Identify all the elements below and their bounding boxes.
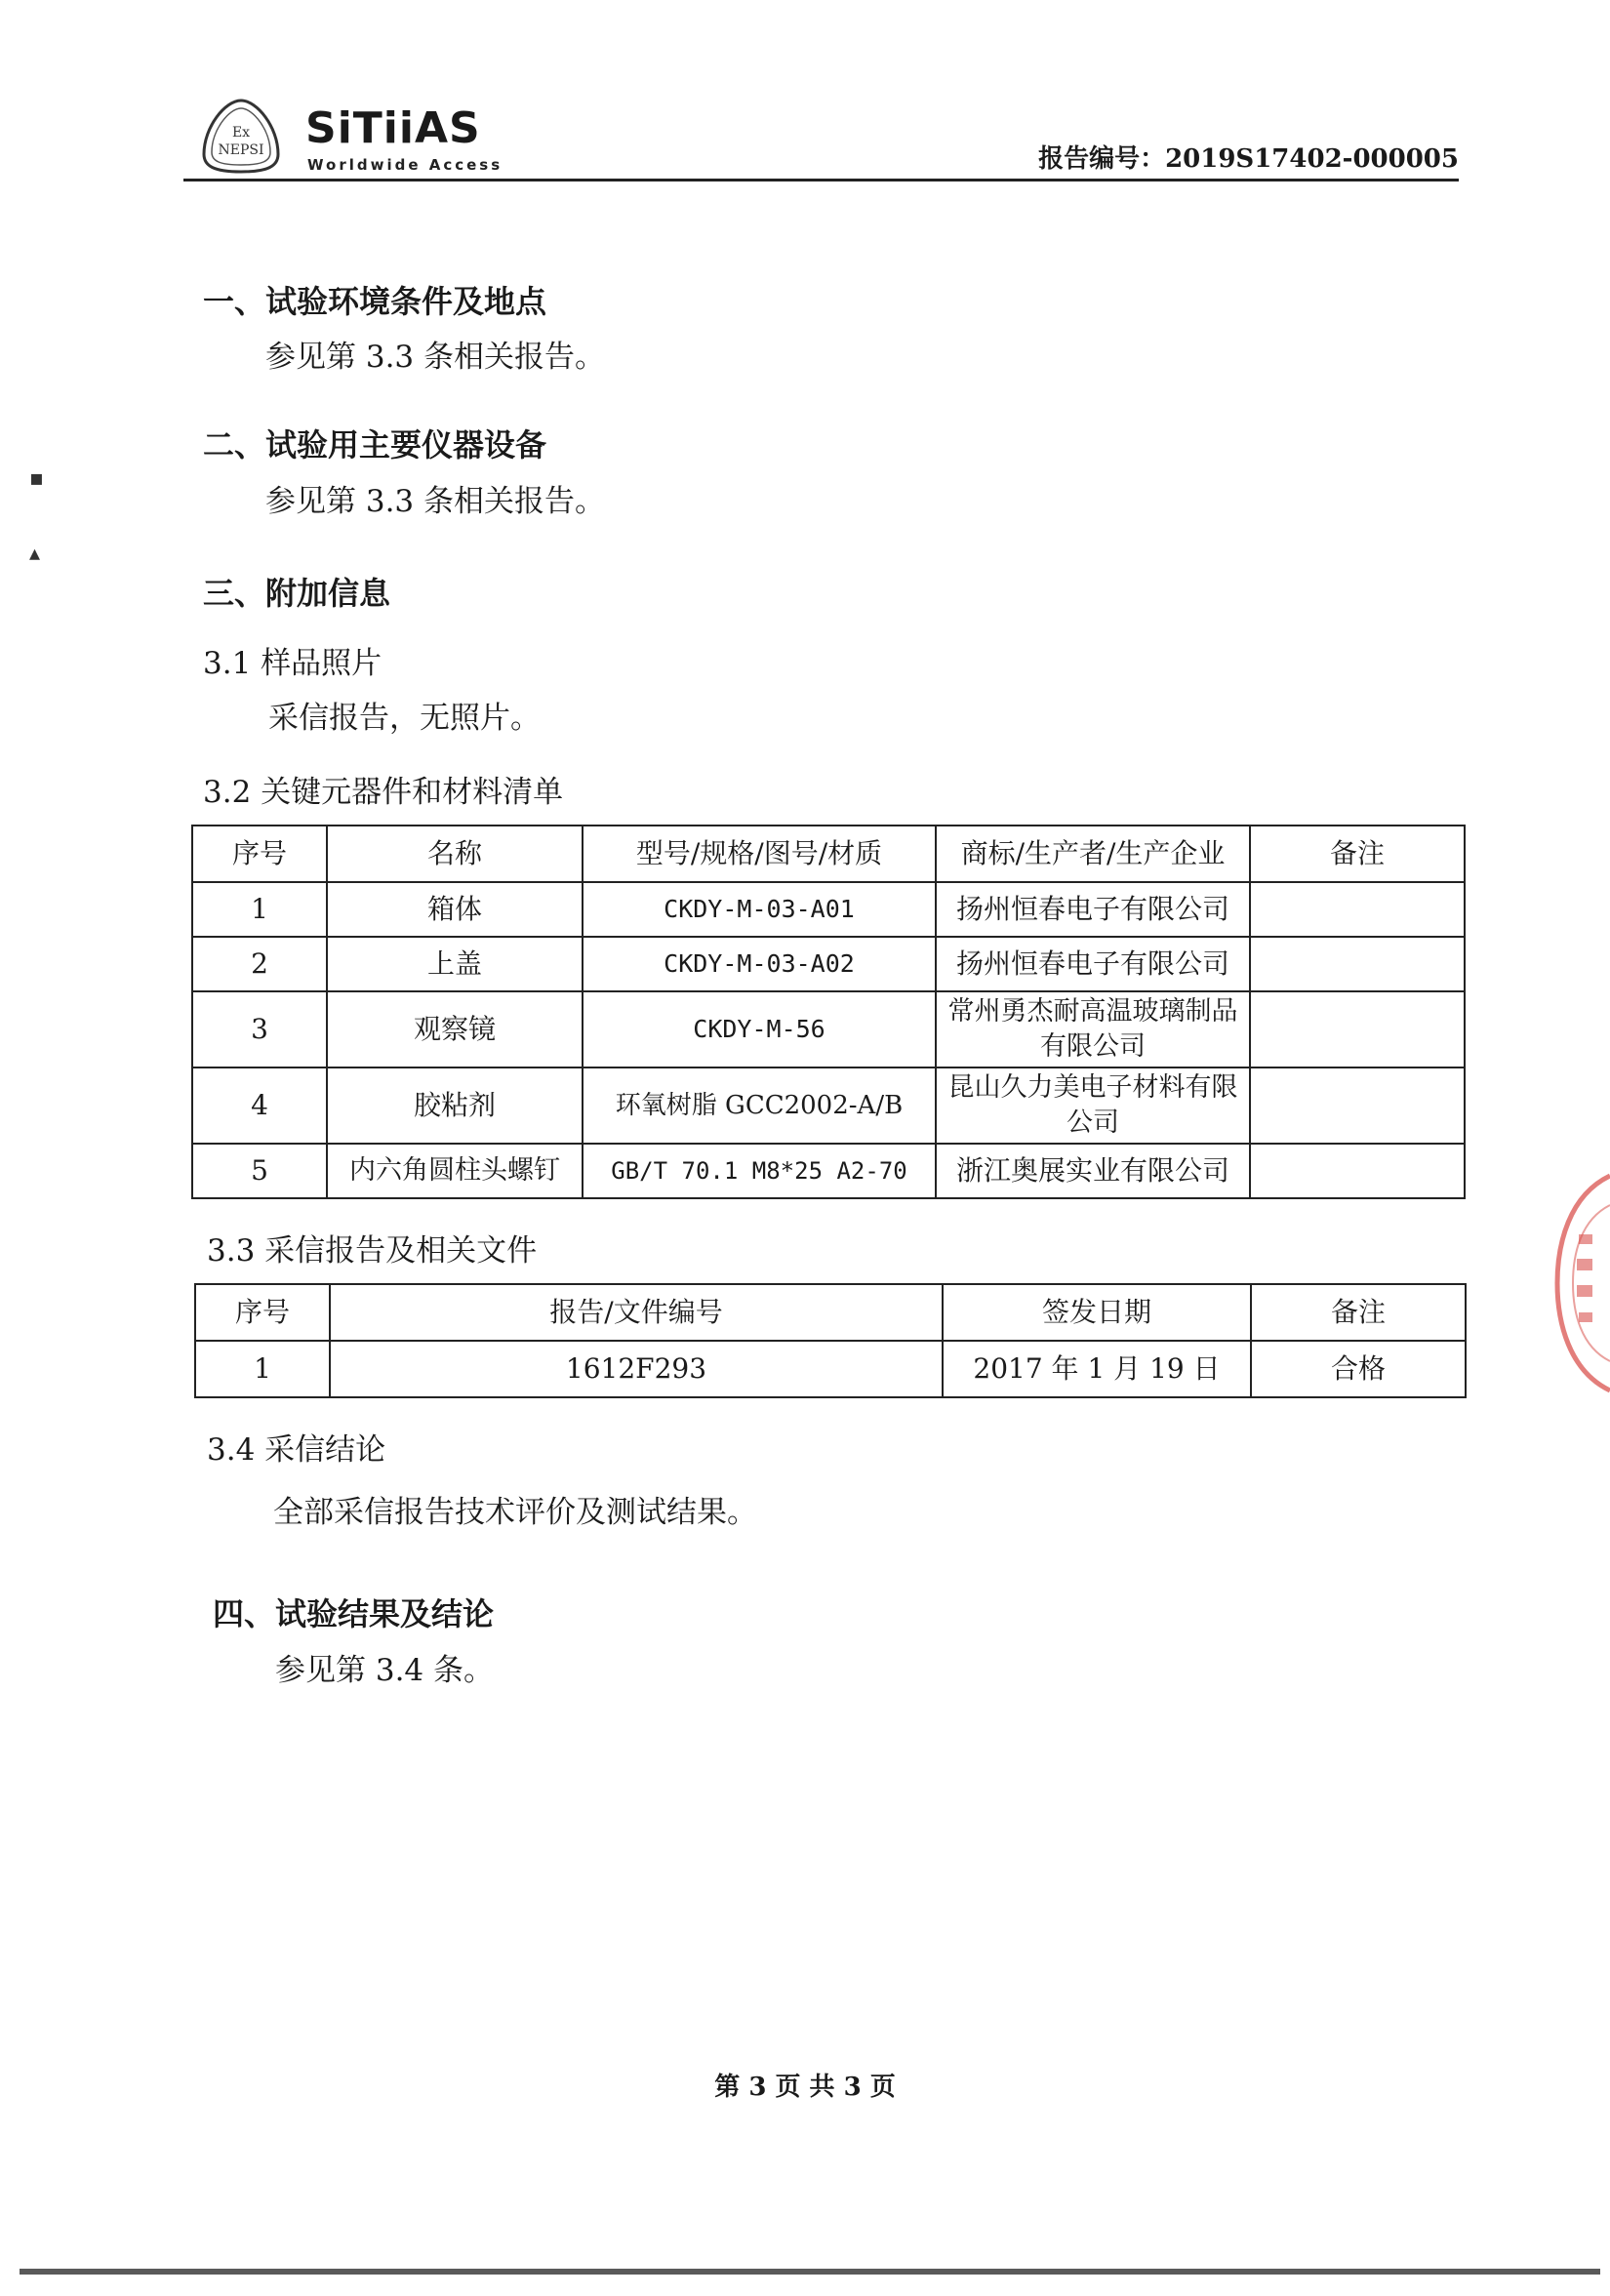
cell-model: CKDY-M-03-A02	[583, 937, 936, 991]
cell-name: 观察镜	[327, 991, 583, 1067]
section-3-4-text: 全部采信报告技术评价及测试结果。	[273, 1495, 757, 1530]
cell-no: 3	[192, 991, 327, 1067]
cell-name: 内六角圆柱头螺钉	[327, 1144, 583, 1198]
bottom-scan-edge	[20, 2269, 1600, 2275]
table-row	[192, 1067, 1465, 1144]
cell-no: 5	[192, 1144, 327, 1198]
cell-model: GB/T 70.1 M8*25 A2-70	[583, 1144, 936, 1198]
cell-maker: 浙江奥展实业有限公司	[936, 1144, 1250, 1198]
section-3-1-text: 采信报告，无照片。	[268, 701, 541, 736]
table-header-cell: 序号	[195, 1284, 330, 1341]
section-4-title: 四、试验结果及结论	[213, 1595, 495, 1632]
table-header-cell: 报告/文件编号	[330, 1284, 943, 1341]
section-3-2-title: 3.2 关键元器件和材料清单	[203, 775, 564, 810]
cell-model: CKDY-M-56	[583, 991, 936, 1067]
report-number: 报告编号：2019S17402-000005	[1038, 144, 1459, 174]
cell-name: 箱体	[327, 882, 583, 937]
cell-no: 1	[192, 882, 327, 937]
brand-logo: SiTiiAS	[305, 103, 481, 153]
table-row	[192, 991, 1465, 1067]
cell-remark	[1250, 882, 1465, 937]
svg-text:Ex: Ex	[231, 125, 251, 141]
binding-mark-icon: ▴	[29, 542, 41, 566]
section-3-1-title: 3.1 样品照片	[203, 646, 382, 681]
cell-remark	[1250, 1067, 1465, 1144]
table-header-row	[192, 826, 1465, 882]
brand-tagline: Worldwide Access	[307, 156, 503, 174]
section-2-text: 参见第 3.3 条相关报告。	[265, 484, 606, 519]
table-row	[195, 1341, 1466, 1397]
table-header-cell: 序号	[192, 826, 327, 882]
cell-maker: 昆山久力美电子材料有限公司	[936, 1067, 1250, 1144]
cell-doc-no: 1612F293	[330, 1341, 943, 1397]
table-header-cell: 签发日期	[943, 1284, 1251, 1341]
cell-remark: 合格	[1251, 1341, 1466, 1397]
cell-model: 环氧树脂 GCC2002-A/B	[583, 1067, 936, 1144]
table-header-cell: 备注	[1250, 826, 1465, 882]
table-header-cell: 商标/生产者/生产企业	[936, 826, 1250, 882]
table-row	[192, 1144, 1465, 1198]
section-4-text: 参见第 3.4 条。	[275, 1653, 495, 1688]
reports-table	[194, 1283, 1467, 1398]
section-1-text: 参见第 3.3 条相关报告。	[265, 340, 606, 375]
page-number: 第 3 页 共 3 页	[714, 2073, 896, 2102]
cell-remark	[1250, 1144, 1465, 1198]
cell-no: 4	[192, 1067, 327, 1144]
components-table	[191, 825, 1466, 1199]
official-seal-icon	[1550, 1166, 1610, 1400]
section-3-4-title: 3.4 采信结论	[207, 1432, 386, 1468]
section-3-title: 三、附加信息	[203, 575, 391, 612]
svg-text:NEPSI: NEPSI	[218, 142, 264, 158]
table-row	[192, 937, 1465, 991]
cell-maker: 扬州恒春电子有限公司	[936, 937, 1250, 991]
cell-no: 2	[192, 937, 327, 991]
section-2-title: 二、试验用主要仪器设备	[203, 426, 547, 463]
cell-maker: 扬州恒春电子有限公司	[936, 882, 1250, 937]
cell-remark	[1250, 937, 1465, 991]
table-header-row	[195, 1284, 1466, 1341]
header-divider	[183, 179, 1459, 181]
table-header-cell: 备注	[1251, 1284, 1466, 1341]
cell-name: 胶粘剂	[327, 1067, 583, 1144]
cell-name: 上盖	[327, 937, 583, 991]
nepsi-logo-icon	[200, 98, 282, 176]
table-row	[192, 882, 1465, 937]
section-1-title: 一、试验环境条件及地点	[203, 283, 547, 320]
cell-remark	[1250, 991, 1465, 1067]
section-3-3-title: 3.3 采信报告及相关文件	[207, 1233, 538, 1269]
cell-date: 2017 年 1 月 19 日	[943, 1341, 1251, 1397]
cell-model: CKDY-M-03-A01	[583, 882, 936, 937]
binding-mark-icon: ▪	[29, 466, 44, 491]
table-header-cell: 名称	[327, 826, 583, 882]
cell-maker: 常州勇杰耐高温玻璃制品有限公司	[936, 991, 1250, 1067]
cell-no: 1	[195, 1341, 330, 1397]
table-header-cell: 型号/规格/图号/材质	[583, 826, 936, 882]
